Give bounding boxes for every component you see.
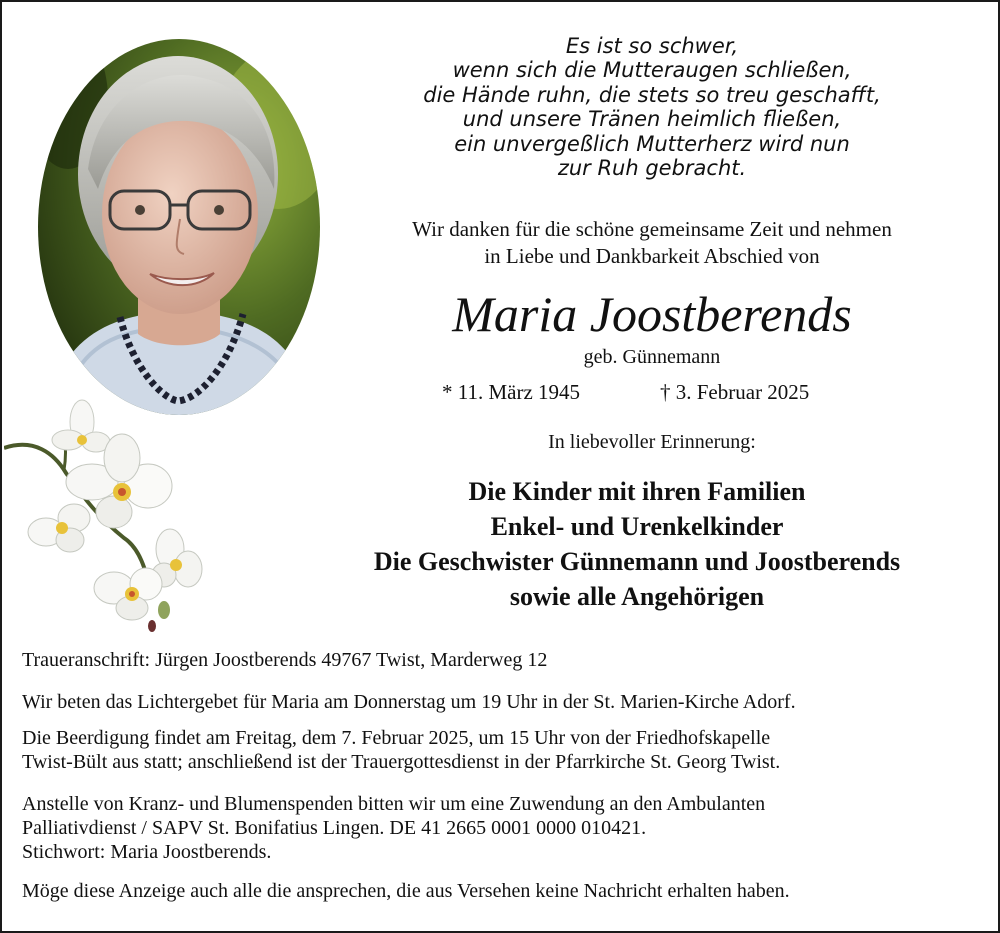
mourners-list (302, 474, 972, 614)
deceased-name: Maria Joostberends (452, 286, 852, 342)
death-date: † 3. Februar 2025 (660, 380, 810, 404)
mourner-line: Enkel- und Urenkelkinder (490, 512, 784, 541)
thanks-line: Wir danken für die schöne gemeinsame Zeit und nehmen (412, 217, 892, 241)
orchid-decoration (4, 398, 204, 638)
poem-line: zur Ruh gebracht. (557, 156, 747, 181)
closing-paragraph (22, 879, 987, 903)
poem-line: ein unvergeßlich Mutterherz wird nun (454, 131, 850, 156)
poem (332, 34, 972, 180)
thanks-line: in Liebe und Dankbarkeit Abschied von (484, 244, 820, 268)
poem-line: wenn sich die Mutteraugen schließen, (452, 58, 852, 83)
mourner-line: Die Kinder mit ihren Familien (468, 477, 806, 506)
mourner-line: sowie alle Angehörigen (509, 582, 765, 611)
mourning-address: Traueranschrift: Jürgen Joostberends 49767 Twist, Marderweg 12 (22, 649, 548, 671)
poem-line: Es ist so schwer, (565, 34, 739, 58)
donation-paragraph (22, 792, 987, 864)
thanks-text (297, 216, 1000, 270)
birth-date: * 11. März 1945 (442, 380, 581, 404)
funeral-paragraph (22, 726, 987, 774)
paragraph-line: Wir beten das Lichtergebet für Maria am Donnerstag um 19 Uhr in der St. Marien-Kirche Adorf. (22, 691, 796, 713)
portrait-photo (38, 39, 320, 415)
paragraph-line: Palliativdienst / SAPV St. Bonifatius Lingen. DE 41 2665 0001 0000 010421. (22, 817, 647, 839)
poem-line: die Hände ruhn, die stets so treu geschafft, (423, 82, 881, 107)
paragraph-line: Die Beerdigung findet am Freitag, dem 7. Februar 2025, um 15 Uhr von der Friedhofskapelle (22, 727, 771, 749)
birth-name: geb. Günnemann (583, 346, 721, 368)
paragraph-line: Twist-Bült aus statt; anschließend ist der Trauergottesdienst in der Pfarrkirche St. Georg Twist. (22, 751, 781, 773)
poem-line: und unsere Tränen heimlich fließen, (462, 107, 842, 132)
paragraph-line: Stichwort: Maria Joostberends. (22, 841, 272, 863)
mourner-line: Die Geschwister Günnemann und Joostberends (373, 547, 901, 576)
prayer-paragraph (22, 690, 987, 714)
memory-intro: In liebevoller Erinnerung: (548, 431, 756, 453)
paragraph-line: Möge diese Anzeige auch alle die ansprechen, die aus Versehen keine Nachricht erhalten haben. (22, 880, 790, 902)
paragraph-line: Anstelle von Kranz- und Blumenspenden bitten wir um eine Zuwendung an den Ambulanten (22, 793, 766, 815)
